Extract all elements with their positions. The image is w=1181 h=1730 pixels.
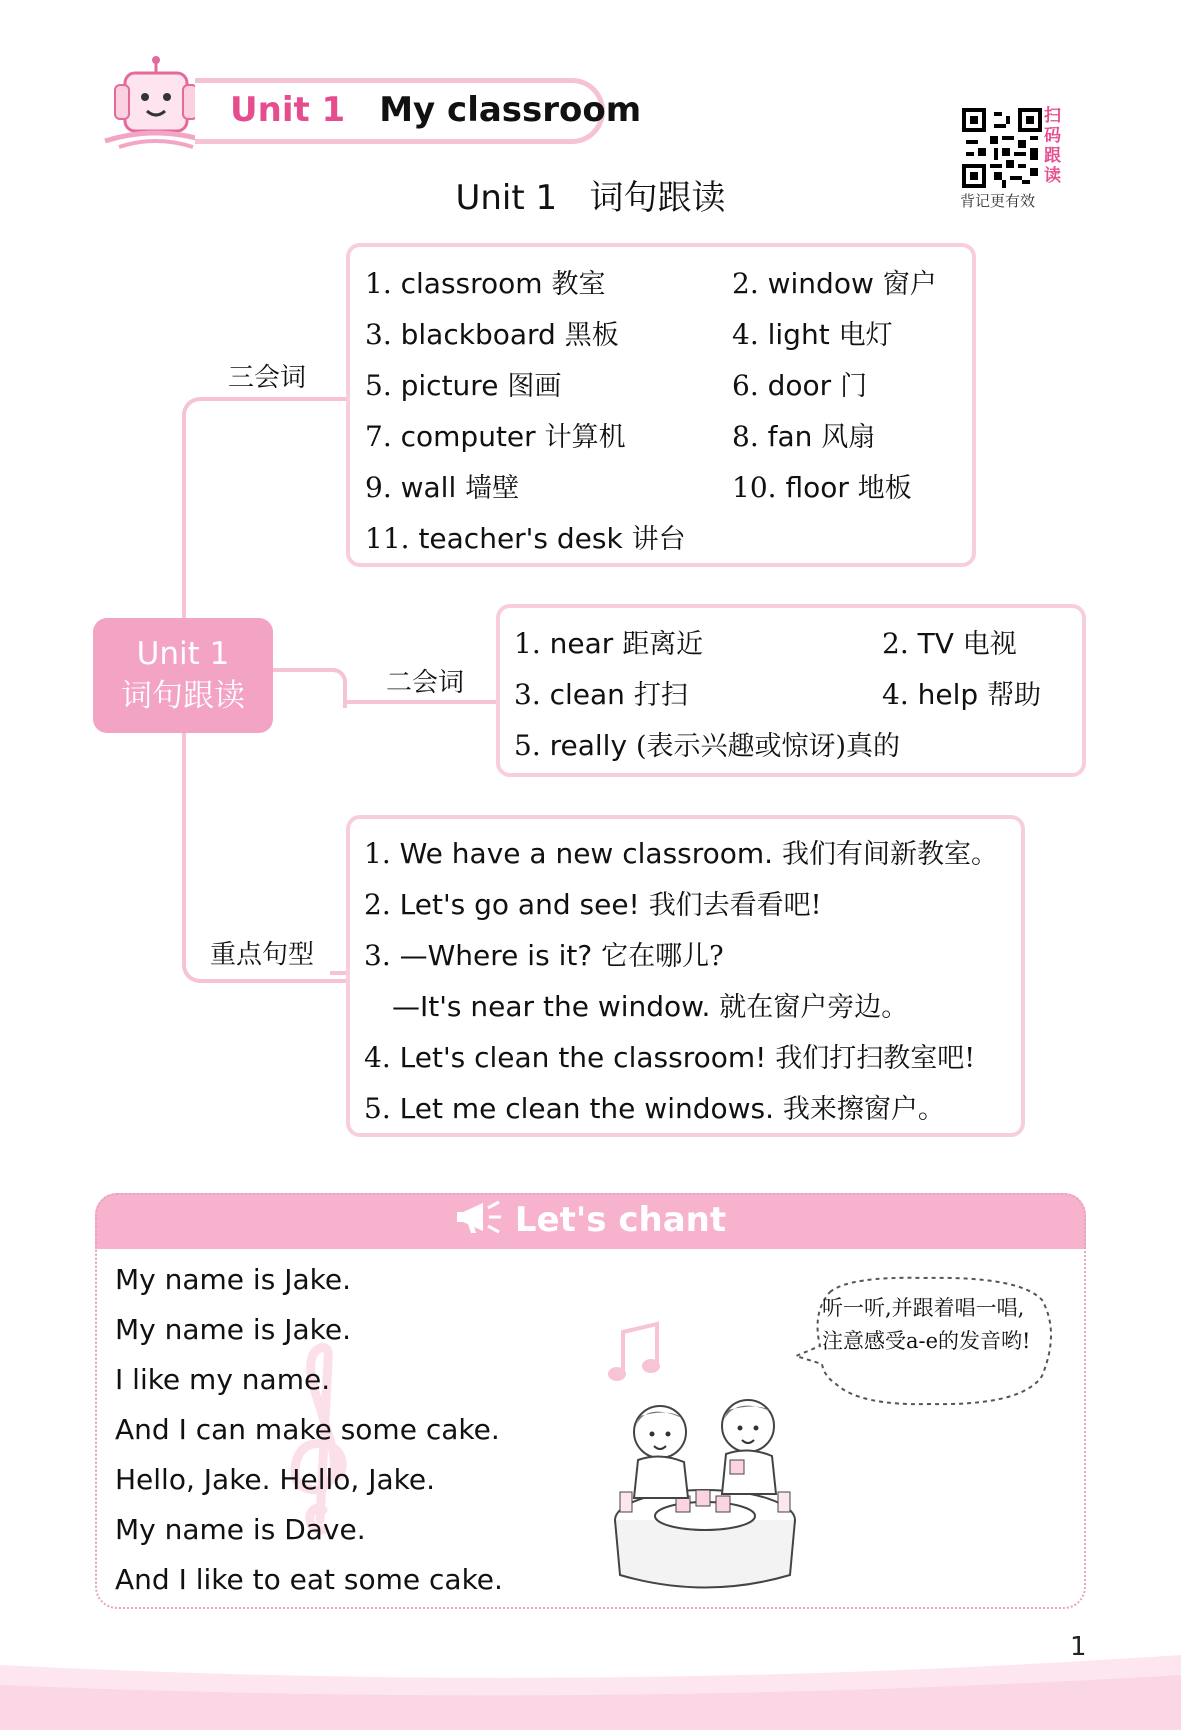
sentence-item: 1. We have a new classroom. 我们有间新教室。	[364, 837, 998, 870]
sentence-item: —It's near the window. 就在窗户旁边。	[392, 990, 909, 1023]
connector-middle-2	[343, 700, 498, 708]
vocab-item: 9. wall 墙壁	[365, 471, 520, 504]
branch-label-sanhui: 三会词	[228, 363, 307, 393]
vocab-item: 1. near 距离近	[514, 627, 704, 660]
vocab-item: 10. floor 地板	[732, 471, 912, 504]
vocab-item: 3. clean 打扫	[514, 678, 688, 711]
vocab-item: 7. computer 计算机	[365, 420, 626, 453]
sentence-item: 4. Let's clean the classroom! 我们打扫教室吧!	[364, 1041, 976, 1074]
vocab-item: 3. blackboard 黑板	[365, 318, 619, 351]
kids-eating-cake-illustration	[600, 1390, 810, 1595]
sentence-item: 3. —Where is it? 它在哪儿?	[364, 939, 724, 972]
vocab-item: 2. TV 电视	[882, 627, 1017, 660]
header-unit: Unit 1	[230, 90, 346, 130]
vocab-item: 2. window 窗户	[732, 267, 937, 300]
page-header	[230, 90, 641, 130]
section-title: Unit 1 词句跟读	[455, 178, 726, 218]
sentence-item: 2. Let's go and see! 我们去看看吧!	[364, 888, 822, 921]
vocab-item: 11. teacher's desk 讲台	[365, 522, 686, 555]
connector-middle	[273, 668, 347, 708]
chant-line: And I like to eat some cake.	[115, 1563, 503, 1596]
chant-line: My name is Dave.	[115, 1513, 366, 1546]
vocab-item: 1. classroom 教室	[365, 267, 606, 300]
page-number: 1	[1070, 1632, 1087, 1662]
sentence-item: 5. Let me clean the windows. 我来擦窗户。	[364, 1092, 945, 1125]
chant-line: Hello, Jake. Hello, Jake.	[115, 1463, 435, 1496]
chant-line: My name is Jake.	[115, 1313, 351, 1346]
chant-line: I like my name.	[115, 1363, 331, 1396]
vocab-item: 6. door 门	[732, 369, 868, 402]
header-title: My classroom	[379, 90, 642, 130]
chant-line: And I can make some cake.	[115, 1413, 500, 1446]
vocab-item: 5. really (表示兴趣或惊讶)真的	[514, 729, 901, 762]
bottom-decoration	[0, 1655, 1181, 1730]
branch-label-erhui: 二会词	[386, 668, 465, 698]
vocab-item: 8. fan 风扇	[732, 420, 876, 453]
vocab-item: 4. help 帮助	[882, 678, 1042, 711]
music-note-icon	[605, 1318, 665, 1388]
qr-caption: 背记更有效	[960, 192, 1036, 210]
megaphone-icon	[455, 1197, 509, 1237]
chant-title: Let's chant	[95, 1197, 1086, 1240]
branch-label-sentences: 重点句型	[210, 940, 315, 970]
qr-side-text: 扫 码 跟 读	[1044, 106, 1061, 186]
vocab-item: 5. picture 图画	[365, 369, 562, 402]
chant-line: My name is Jake.	[115, 1263, 351, 1296]
bubble-text: 听一听,并跟着唱一唱,注意感受a-e的发音哟!	[822, 1296, 1031, 1353]
vocab-item: 4. light 电灯	[732, 318, 893, 351]
center-node: Unit 1 词句跟读	[93, 618, 273, 733]
